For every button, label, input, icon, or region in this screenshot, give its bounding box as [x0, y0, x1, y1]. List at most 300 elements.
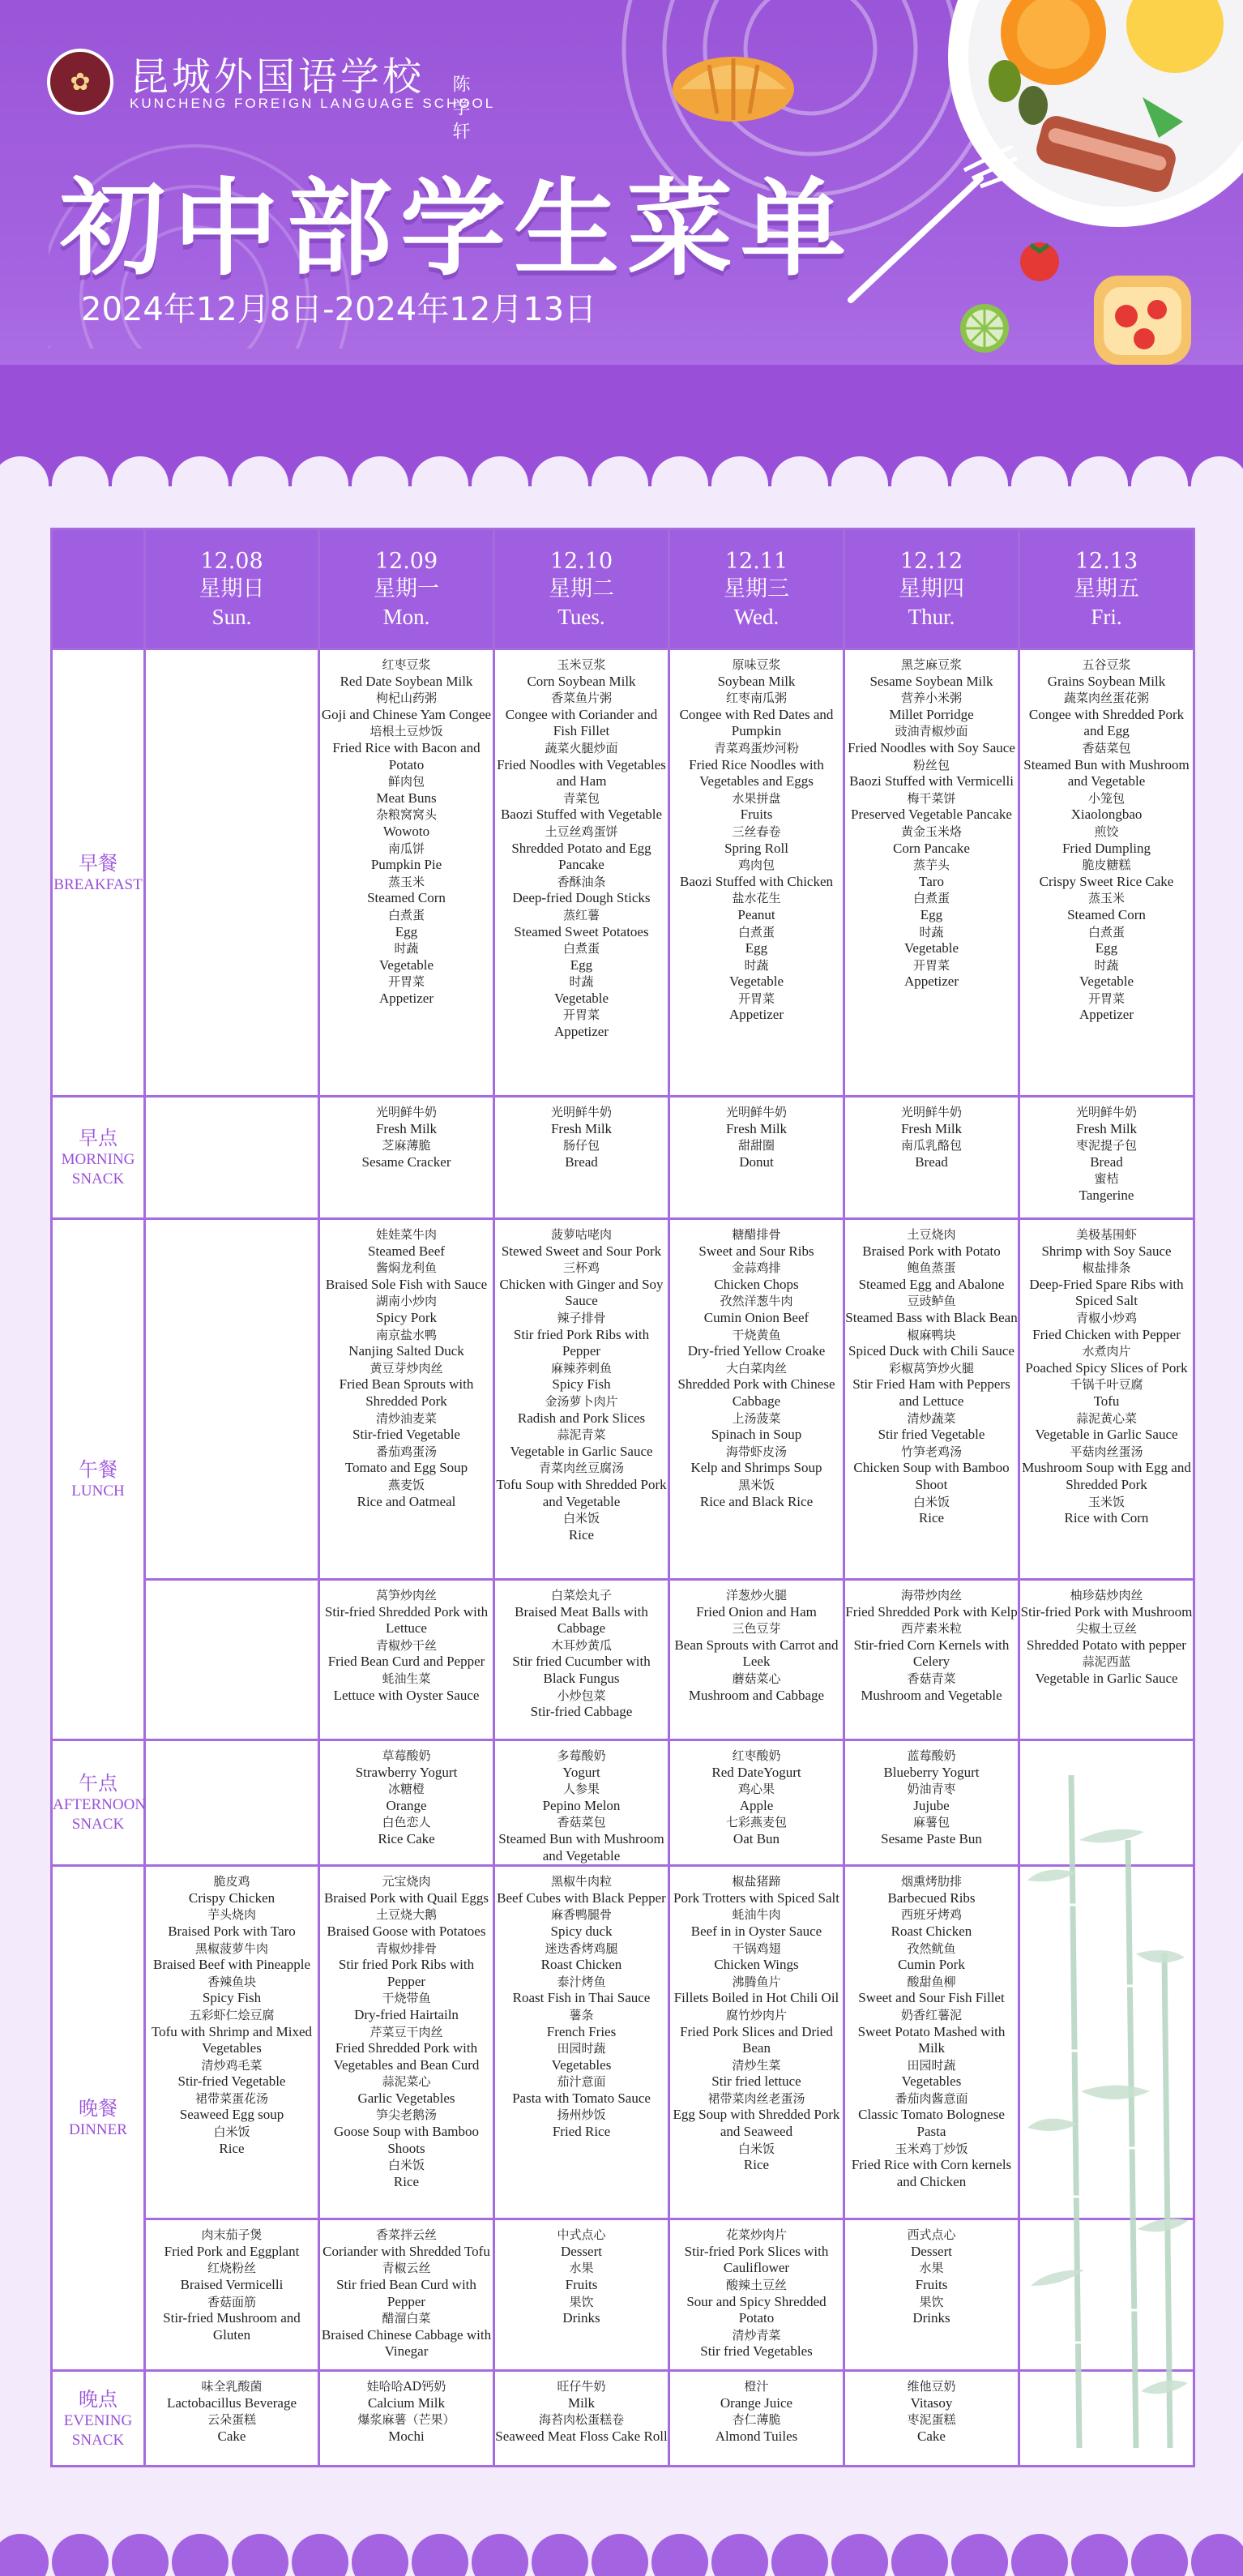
dish-line: Fried Rice	[552, 2124, 611, 2140]
dinner-side-wed	[669, 2219, 844, 2371]
dish-line: 娃哈哈AD钙奶	[366, 2379, 446, 2394]
dish-line: Stir fried Pork Ribs with Pepper	[513, 1326, 650, 1359]
dish-line: 海苔肉松蛋糕卷	[538, 2412, 624, 2428]
dish-line: 白煮蛋	[562, 941, 600, 956]
scallop-bump	[831, 456, 888, 486]
dish-line: Baozi Stuffed with Vegetable	[500, 807, 663, 823]
dish-line: Tangerine	[1079, 1187, 1134, 1203]
afternoon-snack-sun	[145, 1740, 319, 1866]
dish-line: 杂粮窝窝头	[375, 807, 437, 823]
dish-line: 蒸芋头	[912, 858, 950, 873]
dish-line: Beef in in Oyster Sauce	[690, 1923, 822, 1939]
dish-line: 鸡肉包	[737, 858, 775, 873]
dish-line: Fried Shredded Pork with Vegetables and Bean Curd	[333, 2040, 480, 2073]
dish-line: 白煮蛋	[1087, 924, 1125, 939]
scallop-bump	[1071, 2534, 1128, 2576]
scallop-bump	[1191, 2534, 1243, 2576]
meal-label-dinner: 晚餐 DINNER	[52, 1866, 145, 2371]
dish-line: 竹笋老鸡汤	[900, 1444, 962, 1459]
dish-line: 清炒油麦菜	[375, 1410, 437, 1426]
dinner-tue	[494, 1866, 669, 2219]
dish-line: 燕麦饭	[387, 1477, 425, 1492]
dish-line: 鸡心果	[737, 1782, 775, 1797]
scallop-bump	[831, 2534, 888, 2576]
dish-line: 冰糖橙	[387, 1782, 425, 1797]
dish-line: 孜然洋葱牛肉	[720, 1294, 793, 1309]
meal-label-afternoon-snack: 午点 AFTERNOON SNACK	[52, 1740, 145, 1866]
dish-line: 大白菜肉丝	[725, 1360, 787, 1376]
dish-line: Cumin Pork	[898, 1957, 965, 1973]
dish-line: Stir-fried Vegetable	[352, 1427, 460, 1443]
dish-line: Orange Juice	[720, 2394, 793, 2411]
dish-line: Braised Sole Fish with Sauce	[325, 1276, 488, 1292]
dish-line: 蒜泥黄心菜	[1075, 1410, 1137, 1426]
dish-line: 蒸玉米	[387, 874, 425, 889]
dish-line: Tofu with Shrimp and Mixed Vegetables	[151, 2023, 313, 2056]
scallop-bump	[771, 456, 828, 486]
dish-line: Egg Soup with Shredded Pork and Seaweed	[673, 2107, 840, 2140]
dish-line: 鲍鱼蒸蛋	[907, 1260, 956, 1276]
dish-line: Dessert	[561, 2243, 602, 2259]
dish-line: Bread	[915, 1153, 948, 1170]
dish-line: Shredded Pork with Chinese Cabbage	[677, 1376, 835, 1409]
dish-line: 清炒鸡毛菜	[201, 2057, 263, 2073]
dish-line: Mushroom and Vegetable	[861, 1687, 1002, 1703]
scallop-bump	[592, 456, 648, 486]
dish-line: 云朵蛋糕	[207, 2412, 256, 2428]
dish-line: Deep-Fried Spare Ribs with Spiced Salt	[1029, 1276, 1184, 1309]
dish-line: 青菜鸡蛋炒河粉	[713, 740, 799, 755]
dish-line: 芋头烧肉	[207, 1907, 256, 1923]
dish-line: 梅干菜饼	[907, 790, 956, 806]
dish-line: 白煮蛋	[737, 924, 775, 939]
dish-line: 三色豆芽	[732, 1621, 781, 1637]
scallop-bump	[52, 2534, 109, 2576]
scallop-bump	[951, 2534, 1008, 2576]
dish-line: 五彩虾仁烩豆腐	[189, 2007, 275, 2022]
dish-line: 蚝油牛肉	[732, 1907, 781, 1923]
dish-line: 营养小米粥	[900, 691, 962, 706]
dish-line: Goji and Chinese Yam Congee	[321, 706, 492, 722]
bamboo-decoration-icon	[1023, 1743, 1193, 2456]
scallop-edge-bottom	[0, 2527, 1243, 2576]
dish-line: Vegetable in Garlic Sauce	[1035, 1670, 1178, 1686]
dish-line: 肠仔包	[562, 1138, 600, 1153]
lunch-tue	[494, 1219, 669, 1580]
dish-line: Steamed Bun with Mushroom and Vegetable	[498, 1830, 664, 1864]
dish-line: Pork Trotters with Spiced Salt	[673, 1889, 839, 1906]
dish-line: 平菇肉丝蛋汤	[1070, 1444, 1143, 1459]
tomato-icon	[1013, 235, 1070, 284]
scallop-bump	[891, 2534, 948, 2576]
dish-line: 黑椒菠萝牛肉	[194, 1941, 268, 1956]
dinner-wed	[669, 1866, 844, 2219]
scallop-bump	[651, 456, 708, 486]
dish-line: Oat Bun	[733, 1830, 780, 1846]
dish-line: 海带炒肉丝	[900, 1588, 962, 1603]
dish-line: 草莓酸奶	[382, 1748, 431, 1763]
dish-line: 芹菜豆干肉丝	[369, 2024, 443, 2039]
dish-line: 莴笋炒肉丝	[375, 1588, 437, 1603]
dish-line: 番茄肉酱意面	[895, 2090, 968, 2106]
dish-line: 干烧黄鱼	[732, 1327, 781, 1342]
evening-snack-thu	[844, 2371, 1019, 2467]
dish-line: 肉末茄子煲	[201, 2227, 263, 2243]
dish-line: Spicy Pork	[375, 1309, 438, 1325]
dish-line: Roast Chicken	[891, 1923, 972, 1939]
dish-line: Fried Rice with Bacon and Potato	[332, 739, 481, 772]
dish-line: Tofu Soup with Shredded Pork and Vegetable	[496, 1476, 667, 1509]
dish-line: 开胃菜	[737, 991, 775, 1006]
dish-line: Braised Vermicelli	[180, 2276, 284, 2292]
dish-line: 香菇菜包	[1082, 740, 1131, 755]
day-header-tue: 12.10 星期二 Tues.	[494, 529, 669, 649]
afternoon-snack-wed	[669, 1740, 844, 1866]
dish-line: 盐水花生	[732, 891, 781, 906]
dish-line: 豉油青椒炒面	[895, 724, 968, 739]
dish-line: 时蔬	[394, 941, 419, 956]
evening-snack-sun	[145, 2371, 319, 2467]
dish-line: 脆皮糖糕	[1082, 858, 1131, 873]
dish-line: Stir fried Vegetable	[878, 1427, 985, 1443]
dish-line: Spicy duck	[550, 1923, 613, 1939]
dish-line: 西班牙烤鸡	[900, 1907, 962, 1923]
morning-snack-tue	[494, 1097, 669, 1219]
meal-label-lunch: 午餐 LUNCH	[52, 1219, 145, 1740]
dish-line: 蒸玉米	[1087, 891, 1125, 906]
dish-line: 白煮蛋	[912, 891, 950, 906]
dish-line: Corn Soybean Milk	[527, 673, 636, 689]
school-logo-icon: ✿	[47, 49, 113, 115]
dish-line: Barbecued Ribs	[887, 1889, 976, 1906]
dish-line: 维他豆奶	[907, 2379, 956, 2394]
dish-line: 西式点心	[907, 2227, 956, 2243]
dish-line: Garlic Vegetables	[357, 2090, 455, 2106]
morning-snack-thu	[844, 1097, 1019, 1219]
dish-line: Bread	[565, 1153, 598, 1170]
dish-line: Vegetable in Garlic Sauce	[510, 1443, 653, 1459]
dish-line: 黄金玉米烙	[900, 824, 962, 839]
dish-line: Appetizer	[553, 1024, 609, 1040]
dish-line: 南瓜乳酪包	[900, 1138, 962, 1153]
dish-line: 白米饭	[912, 1494, 950, 1509]
dish-line: Stir-fried Shredded Pork with Lettuce	[324, 1603, 489, 1637]
dish-line: Braised Pork with Taro	[168, 1923, 296, 1939]
dish-line: Milk	[567, 2394, 596, 2411]
dish-line: 元宝烧肉	[382, 1874, 431, 1889]
breakfast-fri	[1019, 649, 1194, 1097]
toast-icon	[1078, 259, 1207, 381]
dish-line: Crispy Sweet Rice Cake	[1039, 873, 1174, 889]
lunch-wed	[669, 1219, 844, 1580]
dish-line: 南京盐水鸭	[375, 1327, 437, 1342]
dish-line: Rice Cake	[378, 1830, 435, 1846]
dish-line: 酸辣土豆丝	[725, 2277, 787, 2292]
dish-line: 枸杞山药粥	[375, 691, 437, 706]
dish-line: 彩椒莴笋炒火腿	[888, 1360, 974, 1376]
dish-line: Stir fried Pork Ribs with Pepper	[338, 1957, 475, 1989]
dish-line: Preserved Vegetable Pancake	[851, 807, 1012, 823]
dish-line: Fruits	[915, 2276, 948, 2292]
dish-line: Drinks	[912, 2310, 950, 2326]
dish-line: 开胃菜	[562, 1008, 600, 1023]
dish-line: Tomato and Egg Soup	[344, 1460, 468, 1476]
dish-line: Rice	[393, 2173, 420, 2189]
dish-line: Seaweed Egg soup	[179, 2107, 284, 2123]
scallop-bump	[472, 456, 528, 486]
dish-line: Vegetable	[553, 990, 609, 1006]
dish-line: 三丝春卷	[732, 824, 781, 839]
dish-line: Bean Sprouts with Carrot and Leek	[674, 1637, 839, 1670]
dish-line: 田园时蔬	[907, 2057, 956, 2073]
dish-line: 蒜泥菜心	[382, 2074, 431, 2090]
dish-line: Grains Soybean Milk	[1047, 673, 1166, 689]
dish-line: 金蒜鸡排	[732, 1260, 781, 1276]
dish-line: 糖醋排骨	[732, 1227, 781, 1242]
scallop-edge-top	[0, 442, 1243, 486]
dish-line: Chicken Chops	[714, 1276, 799, 1292]
dish-line: Fresh Milk	[900, 1120, 963, 1136]
dish-line: 光明鲜牛奶	[375, 1105, 437, 1119]
dish-line: Bread	[1090, 1153, 1123, 1170]
dish-line: Fried Rice Noodles with Vegetables and Eggs	[689, 756, 824, 789]
dish-line: Stir-fried Pork with Mushroom	[1020, 1603, 1193, 1620]
dish-line: 尖椒土豆丝	[1075, 1621, 1137, 1637]
dish-line: Fried Pork Slices and Dried Bean	[680, 2023, 833, 2056]
afternoon-snack-tue	[494, 1740, 669, 1866]
dish-line: Congee with Coriander and Fish Fillet	[505, 706, 658, 739]
dinner-side-thu	[844, 2219, 1019, 2371]
lunch-side-sun	[145, 1580, 319, 1740]
croissant-icon	[664, 32, 802, 138]
dish-line: 蜜桔	[1094, 1171, 1119, 1187]
dish-line: 小炒包菜	[557, 1688, 606, 1703]
dish-line: 鲜肉包	[387, 774, 425, 789]
scallop-bump	[771, 2534, 828, 2576]
dish-line: 红枣豆浆	[382, 657, 431, 672]
dish-line: Cumin Onion Beef	[703, 1309, 809, 1325]
dish-line: 白米饭	[387, 2158, 425, 2173]
dish-line: Fruits	[740, 807, 773, 823]
dish-line: 光明鲜牛奶	[725, 1105, 787, 1119]
dish-line: 田园时蔬	[557, 2041, 606, 2056]
lunch-side-wed	[669, 1580, 844, 1740]
dish-line: Stir fried lettuce	[711, 2073, 801, 2090]
dish-line: Cake	[217, 2428, 246, 2444]
date-range: 2024年12月8日-2024年12月13日	[81, 291, 597, 328]
dish-line: Stir-fried Pork Slices with Cauliflower	[684, 2243, 829, 2276]
dish-line: Sesame Soybean Milk	[869, 673, 993, 689]
dish-line: Fresh Milk	[1075, 1120, 1138, 1136]
scallop-bump	[0, 456, 49, 486]
dish-line: 玉米豆浆	[557, 657, 606, 672]
page-title: 初中部学生菜单	[60, 167, 855, 290]
dish-line: 酱焖龙利鱼	[375, 1260, 437, 1276]
dish-line: Classic Tomato Bolognese Pasta	[858, 2107, 1005, 2140]
dish-line: 黄豆芽炒肉丝	[369, 1360, 443, 1376]
dish-line: Steamed Corn	[367, 890, 446, 906]
dish-line: 香菇菜包	[557, 1815, 606, 1830]
scallop-bump	[352, 456, 408, 486]
dish-line: Drinks	[562, 2310, 600, 2326]
corner-cell	[52, 529, 145, 649]
dish-line: 黑椒牛肉粒	[550, 1874, 612, 1889]
meal-label-breakfast: 早餐 BREAKFAST	[52, 649, 145, 1097]
dish-line: Rice and Black Rice	[699, 1493, 814, 1509]
dish-line: Vegetables	[901, 2073, 962, 2090]
scallop-bump	[472, 2534, 528, 2576]
dish-line: Wowoto	[382, 823, 430, 839]
dish-line: Spicy Fish	[202, 1990, 262, 2006]
lunch-thu	[844, 1219, 1019, 1580]
dish-line: Chicken with Ginger and Soy Sauce	[499, 1276, 664, 1309]
scallop-bump	[172, 2534, 229, 2576]
scallop-bump	[711, 456, 768, 486]
dish-line: Steamed Bun with Mushroom and Vegetable	[1023, 756, 1190, 789]
dish-line: 青椒云丝	[382, 2261, 431, 2276]
lime-icon	[952, 300, 1017, 357]
dish-line: Apple	[739, 1797, 774, 1813]
dish-line: 湖南小炒肉	[375, 1294, 437, 1309]
dish-line: Radish and Pork Slices	[517, 1410, 646, 1426]
dish-line: Fillets Boiled in Hot Chili Oil	[673, 1990, 839, 2006]
dish-line: Steamed Egg and Abalone	[858, 1276, 1005, 1292]
dish-line: 椒麻鸭块	[907, 1327, 956, 1342]
dish-line: 人参果	[562, 1782, 600, 1797]
scallop-bump	[951, 456, 1008, 486]
dish-line: 香菜鱼片粥	[550, 691, 612, 706]
dish-line: 黑芝麻豆浆	[900, 657, 962, 672]
dish-line: Taro	[919, 873, 944, 889]
dish-line: 洋葱炒火腿	[725, 1588, 787, 1603]
dish-line: Fried Chicken with Pepper	[1032, 1326, 1181, 1342]
dish-line: Red Date Soybean Milk	[340, 673, 473, 689]
dish-line: Fried Shredded Pork with Kelp	[845, 1603, 1018, 1620]
dish-line: Peanut	[737, 906, 775, 922]
dish-line: Deep-fried Dough Sticks	[512, 890, 651, 906]
dish-line: Stewed Sweet and Sour Pork	[501, 1243, 662, 1259]
dish-line: 时蔬	[1094, 957, 1119, 973]
day-header-sun: 12.08 星期日 Sun.	[145, 529, 319, 649]
dish-line: 蒜泥西蓝	[1082, 1654, 1131, 1670]
dish-line: Dry-fried Hairtailn	[354, 2006, 459, 2022]
dish-line: Shredded Potato with pepper	[1027, 1637, 1186, 1653]
dish-line: 木耳炒黄瓜	[550, 1637, 612, 1653]
dish-line: Corn Pancake	[893, 840, 970, 856]
lunch-side-tue	[494, 1580, 669, 1740]
dish-line: 光明鲜牛奶	[550, 1105, 612, 1119]
dish-line: Almond Tuiles	[715, 2428, 798, 2444]
dish-line: 开胃菜	[912, 957, 950, 973]
scallop-bump	[1131, 456, 1188, 486]
dish-line: 红枣南瓜粥	[725, 691, 787, 706]
dish-line: 红烧粉丝	[207, 2261, 256, 2276]
dish-line: Rice	[918, 1510, 945, 1526]
dish-line: Egg	[745, 940, 768, 956]
dish-line: 醋溜白菜	[382, 2311, 431, 2326]
dish-line: Millet Porridge	[889, 706, 974, 722]
meal-label-morning-snack: 早点 MORNING SNACK	[52, 1097, 145, 1219]
dish-line: 麻香鸭腿骨	[550, 1907, 612, 1923]
dish-line: Coriander with Shredded Tofu	[322, 2243, 490, 2259]
dish-line: 光明鲜牛奶	[1075, 1105, 1137, 1119]
breakfast-sun	[145, 649, 319, 1097]
dish-line: Sesame Paste Bun	[881, 1830, 982, 1846]
lunch-side-fri	[1019, 1580, 1194, 1740]
dish-line: Pumpkin Pie	[370, 857, 442, 873]
dish-line: 南瓜饼	[387, 841, 425, 856]
dish-line: Goose Soup with Bamboo Shoots	[334, 2124, 479, 2156]
scallop-bump	[352, 2534, 408, 2576]
dish-line: Spring Roll	[724, 840, 788, 856]
dish-line: Steamed Sweet Potatoes	[514, 923, 649, 939]
scallop-bump	[711, 2534, 768, 2576]
dish-line: 三杯鸡	[562, 1260, 600, 1276]
meal-label-evening-snack: 晚点 EVENING SNACK	[52, 2371, 145, 2467]
dish-line: Strawberry Yogurt	[355, 1764, 458, 1780]
dish-line: 果饮	[919, 2294, 944, 2309]
dish-line: 培根土豆炒饭	[369, 724, 443, 739]
dish-line: Seaweed Meat Floss Cake Roll	[495, 2428, 668, 2444]
dish-line: Stir-fried Corn Kernels with Celery	[853, 1637, 1010, 1670]
dish-line: 千锅千叶豆腐	[1070, 1377, 1143, 1393]
dish-line: 青椒炒干丝	[375, 1637, 437, 1653]
dish-line: 土豆烧大鹅	[375, 1907, 437, 1923]
scallop-bump	[112, 2534, 169, 2576]
dish-line: Poached Spicy Slices of Pork	[1025, 1359, 1188, 1376]
scallop-bump	[1071, 456, 1128, 486]
dish-line: Braised Chinese Cabbage with Vinegar	[321, 2326, 492, 2360]
day-header-mon: 12.09 星期一 Mon.	[319, 529, 494, 649]
dish-line: 干锅鸡翅	[732, 1941, 781, 1956]
row-lunch-main	[52, 1219, 1194, 1580]
dish-line: 玉米饭	[1087, 1494, 1125, 1509]
dish-line: Lettuce with Oyster Sauce	[333, 1687, 480, 1703]
dish-line: Sour and Spicy Shredded Potato	[686, 2293, 827, 2326]
dish-line: Chicken Wings	[714, 1957, 799, 1973]
day-header-fri: 12.13 星期五 Fri.	[1019, 529, 1194, 649]
dish-line: 奶香红薯泥	[900, 2007, 962, 2022]
dish-line: 蚝油生菜	[382, 1671, 431, 1686]
dinner-sun	[145, 1866, 319, 2219]
dish-line: 扬州炒饭	[557, 2107, 606, 2123]
dish-line: Congee with Red Dates and Pumpkin	[679, 706, 834, 739]
dish-line: 青菜肉丝豆腐汤	[538, 1461, 624, 1476]
dish-line: Fried Onion and Ham	[696, 1603, 817, 1620]
dish-line: Braised Meat Balls with Cabbage	[515, 1603, 648, 1637]
dish-line: Vegetable	[903, 940, 959, 956]
dish-line: Stir-fried Mushroom and Gluten	[163, 2310, 301, 2343]
breakfast-mon	[319, 649, 494, 1097]
dish-line: Spiced Duck with Chili Sauce	[848, 1343, 1014, 1359]
dish-line: 中式点心	[557, 2227, 606, 2243]
dish-line: 麻薯包	[912, 1815, 950, 1830]
fork-icon	[843, 146, 1021, 308]
dish-line: 裙带菜蛋花汤	[194, 2090, 268, 2106]
dish-line: Rice	[219, 2140, 245, 2156]
dish-line: Steamed Corn	[1067, 906, 1146, 922]
dish-line: 小笼包	[1087, 790, 1125, 806]
dish-line: Egg	[395, 923, 418, 939]
dish-line: 时蔬	[569, 974, 594, 990]
afternoon-snack-thu	[844, 1740, 1019, 1866]
morning-snack-mon	[319, 1097, 494, 1219]
dish-line: Sesame Cracker	[361, 1153, 451, 1170]
dish-line: Cake	[917, 2428, 946, 2444]
scallop-bump	[1011, 456, 1068, 486]
dish-line: 水果拼盘	[732, 790, 781, 806]
dish-line: Rice with Corn	[1064, 1510, 1149, 1526]
